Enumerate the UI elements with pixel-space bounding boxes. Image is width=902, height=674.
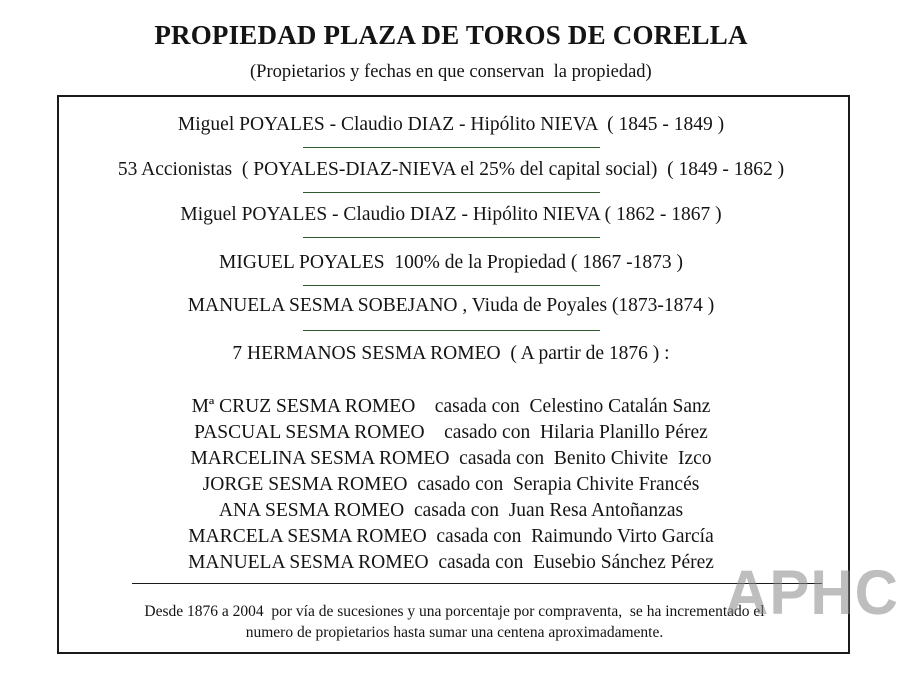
separator-5 bbox=[303, 330, 600, 331]
sibling-4: JORGE SESMA ROMEO casado con Serapia Chivite Francés bbox=[202, 474, 700, 495]
sibling-3: MARCELINA SESMA ROMEO casada con Benito Chivite Izco bbox=[190, 448, 712, 469]
separator-4 bbox=[303, 285, 600, 286]
separator-2 bbox=[303, 192, 600, 193]
document-subtitle: (Propietarios y fechas en que conservan la propiedad) bbox=[250, 62, 652, 82]
sibling-1: Mª CRUZ SESMA ROMEO casada con Celestino Catalán Sanz bbox=[191, 396, 711, 417]
watermark-logo: APHC bbox=[725, 557, 900, 628]
footer-line-1: Desde 1876 a 2004 por vía de sucesiones y una porcentaje por compraventa, se ha incrementado el bbox=[144, 603, 765, 620]
period-3: Miguel POYALES - Claudio DIAZ - Hipólito NIEVA ( 1862 - 1867 ) bbox=[180, 204, 722, 225]
separator-3 bbox=[303, 237, 600, 238]
footer-line-2: numero de propietarios hasta sumar una centena aproximadamente. bbox=[245, 624, 664, 641]
sibling-2: PASCUAL SESMA ROMEO casado con Hilaria Planillo Pérez bbox=[194, 422, 708, 443]
footer-separator bbox=[132, 583, 822, 584]
sibling-6: MARCELA SESMA ROMEO casada con Raimundo Virto García bbox=[188, 526, 714, 547]
sibling-5: ANA SESMA ROMEO casada con Juan Resa Antoñanzas bbox=[218, 500, 684, 521]
period-1: Miguel POYALES - Claudio DIAZ - Hipólito NIEVA ( 1845 - 1849 ) bbox=[177, 114, 725, 135]
period-5: MANUELA SESMA SOBEJANO , Viuda de Poyales (1873-1874 ) bbox=[187, 295, 715, 316]
period-4: MIGUEL POYALES 100% de la Propiedad ( 1867 -1873 ) bbox=[219, 252, 683, 273]
period-6: 7 HERMANOS SESMA ROMEO ( A partir de 1876 ) : bbox=[232, 343, 670, 364]
document-title: PROPIEDAD PLAZA DE TOROS DE CORELLA bbox=[154, 20, 748, 50]
separator-1 bbox=[303, 147, 600, 148]
period-2: 53 Accionistas ( POYALES-DIAZ-NIEVA el 25% del capital social) ( 1849 - 1862 ) bbox=[117, 159, 785, 180]
sibling-7: MANUELA SESMA ROMEO casada con Eusebio Sánchez Pérez bbox=[188, 552, 714, 573]
